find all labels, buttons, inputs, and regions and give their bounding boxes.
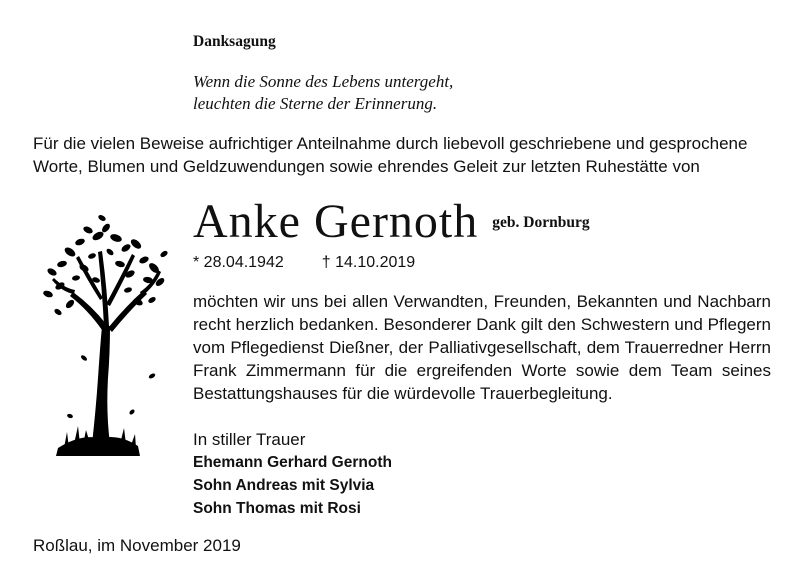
thanks-paragraph: möchten wir uns bei allen Verwandten, Freunden, Bekannten und Nachbarn recht herzlich bedanken. Besonderer Dank gilt den Schwestern und Pflegern vom Pflegedienst Dießner, der Palliativgesellschaft, dem Trauerredner Herrn Frank Zimmermann für die ergreifenden Worte sowie dem Team seines Bestattungshauses für die würdevolle Trauerbegleitung. bbox=[193, 292, 771, 403]
mourning-label: In stiller Trauer bbox=[193, 430, 306, 449]
tree-silhouette-icon bbox=[40, 208, 170, 456]
notice-heading: Danksagung bbox=[193, 33, 276, 50]
intro-line-2: Worte, Blumen und Geldzuwendungen sowie ehrendes Geleit zur letzten Ruhestätte von bbox=[33, 157, 700, 176]
intro-line-1: Für die vielen Beweise aufrichtiger Anteilnahme durch liebevoll geschriebene und gesprochene bbox=[33, 134, 748, 153]
deceased-name: Anke Gernoth bbox=[193, 195, 479, 248]
death-date: † 14.10.2019 bbox=[321, 254, 416, 271]
mourner-item: Sohn Andreas mit Sylvia bbox=[193, 477, 375, 494]
mourner-item: Sohn Thomas mit Rosi bbox=[193, 500, 361, 517]
intro-text bbox=[33, 132, 778, 178]
birth-name: geb. Dornburg bbox=[492, 214, 590, 231]
motto-line-1: Wenn die Sonne des Lebens untergeht, bbox=[193, 72, 454, 91]
mourner-item: Ehemann Gerhard Gernoth bbox=[193, 454, 392, 471]
motto-quote bbox=[193, 71, 453, 115]
place-and-date: Roßlau, im November 2019 bbox=[33, 536, 241, 555]
mourners-list bbox=[193, 451, 392, 520]
birth-date: * 28.04.1942 bbox=[193, 254, 284, 271]
deceased-name-row bbox=[193, 196, 590, 248]
motto-line-2: leuchten die Sterne der Erinnerung. bbox=[193, 94, 438, 113]
life-dates bbox=[193, 254, 415, 272]
